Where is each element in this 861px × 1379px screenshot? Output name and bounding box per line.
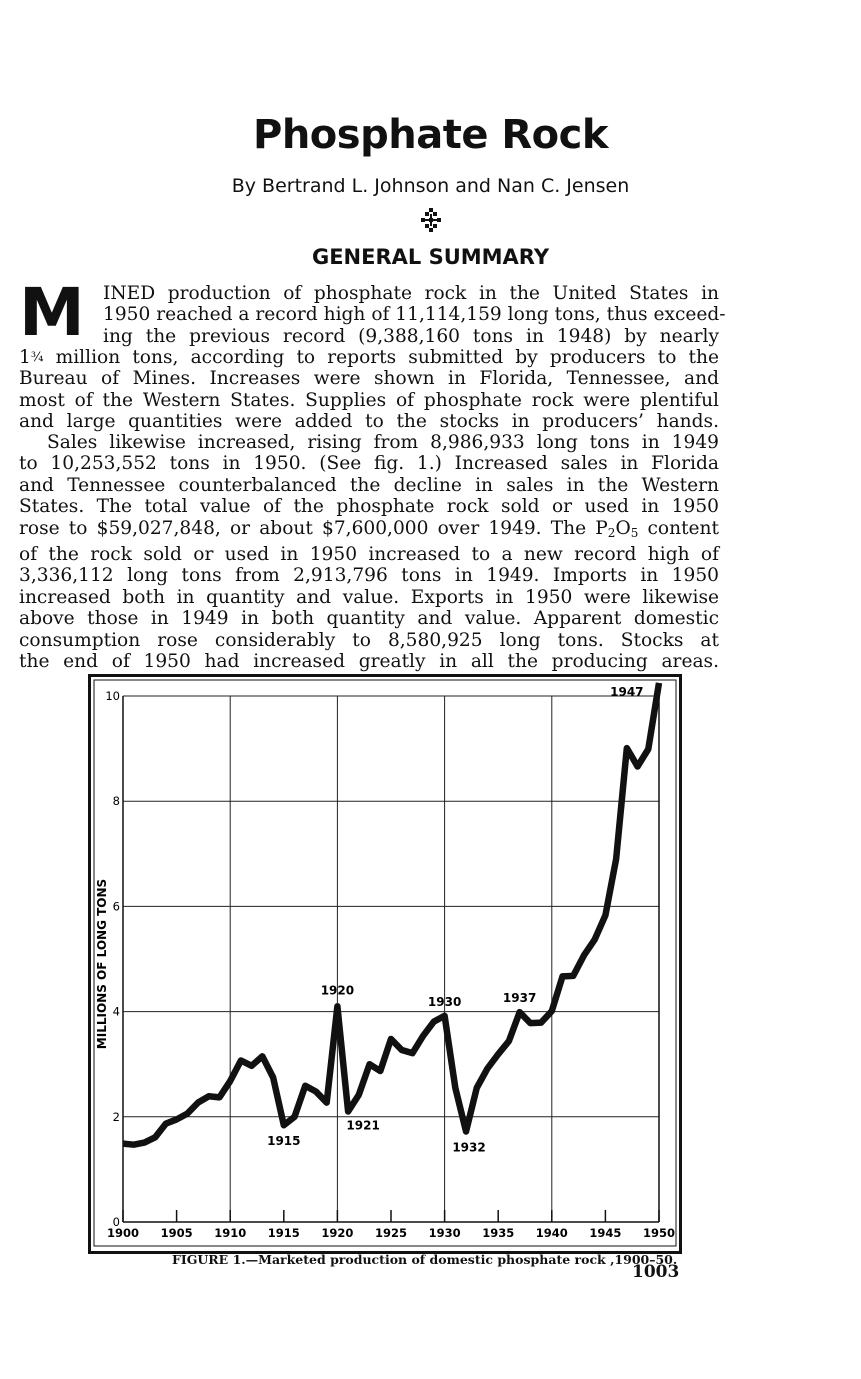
x-tick-label: 1920 [321, 1226, 354, 1240]
text-line: Sales likewise increased, rising from 8,986,933 long tons in 1949 [47, 432, 719, 453]
page-number: 1003 [632, 1262, 680, 1282]
paragraph-1-indented [103, 283, 726, 347]
page-title: Phosphate Rock [253, 112, 608, 158]
paragraph-1 [19, 347, 719, 433]
text-line: above those in 1949 in both quantity and value. Apparent domestic [19, 608, 719, 630]
text-line: increased both in quantity and value. Exports in 1950 were likewise [19, 586, 719, 608]
data-annotation-label: 1937 [502, 991, 537, 1006]
y-axis-label: MILLIONS OF LONG TONS [95, 878, 109, 1050]
text-line: Bureau of Mines. Increases were shown in Florida, Tennessee, and [19, 368, 719, 390]
data-annotation-label: 1930 [427, 994, 462, 1009]
y-tick-label: 10 [105, 689, 120, 703]
figure-frame-outer [90, 676, 681, 1253]
x-tick-label: 1915 [267, 1226, 300, 1240]
paragraph-2 [19, 432, 719, 672]
production-line-chart [88, 674, 682, 1254]
text-line: 3,336,112 long tons from 2,913,796 tons in 1949. Imports in 1950 [19, 565, 719, 587]
text-line: of the rock sold or used in 1950 increased to a new record high of [19, 544, 719, 566]
text-line: and Tennessee counterbalanced the decline in sales in the Western [19, 474, 719, 496]
text-line: consumption rose considerably to 8,580,925 long tons. Stocks at [19, 629, 719, 651]
data-annotation-label: 1920 [320, 983, 355, 998]
x-tick-label: 1910 [214, 1226, 247, 1240]
x-tick-label: 1935 [482, 1226, 515, 1240]
x-tick-label: 1950 [642, 1226, 676, 1240]
x-tick-label: 1930 [428, 1226, 461, 1240]
section-heading: GENERAL SUMMARY [311, 245, 550, 269]
data-annotation-label: 1947 [610, 685, 644, 700]
x-tick-label: 1925 [374, 1226, 408, 1240]
text-line: and large quantities were added to the stocks in producers’ hands. [19, 411, 719, 433]
text-line: rose to $59,027,848, or about $7,600,000 over 1949. The $P_2O_5$ content [19, 517, 719, 540]
production-series-line [123, 683, 659, 1145]
data-annotation-label: 1932 [452, 1140, 486, 1155]
x-tick-label: 1900 [106, 1226, 140, 1240]
text-line: to 10,253,552 tons in 1950. (See fig. 1.) Increased sales in Florida [19, 453, 719, 475]
text-line: most of the Western States. Supplies of phosphate rock were plentiful [19, 389, 719, 411]
text-line: 1950 reached a record high of 11,114,159 long tons, thus exceed- [103, 304, 726, 326]
y-tick-label: 8 [112, 794, 120, 809]
drop-cap: M [19, 274, 85, 351]
figure-frame-inner [94, 680, 676, 1246]
y-tick-label: 0 [112, 1215, 120, 1229]
x-tick-label: 1905 [160, 1226, 193, 1240]
data-annotation-label: 1915 [267, 1134, 301, 1149]
text-line: ing the previous record (9,388,160 tons in 1948) by nearly [103, 325, 719, 347]
author-byline: By Bertrand L. Johnson and Nan C. Jensen [231, 175, 630, 197]
ornament-icon [418, 207, 444, 233]
y-tick-label: 4 [112, 1004, 120, 1019]
y-tick-label: 2 [112, 1109, 120, 1124]
text-line: States. The total value of the phosphate rock sold or used in 1950 [19, 496, 719, 518]
text-line: the end of 1950 had increased greatly in all the producing areas. [19, 651, 719, 673]
data-annotation-label: 1921 [346, 1118, 380, 1133]
y-tick-label: 6 [112, 899, 120, 914]
text-line: 1¾ million tons, according to reports submitted by producers to the [19, 347, 719, 368]
x-tick-label: 1945 [589, 1226, 622, 1240]
figure-caption: FIGURE 1.—Marketed production of domestic phosphate rock ,1900–50. [172, 1252, 678, 1267]
x-tick-label: 1940 [535, 1226, 568, 1240]
text-line: INED production of phosphate rock in the United States in [103, 283, 719, 304]
